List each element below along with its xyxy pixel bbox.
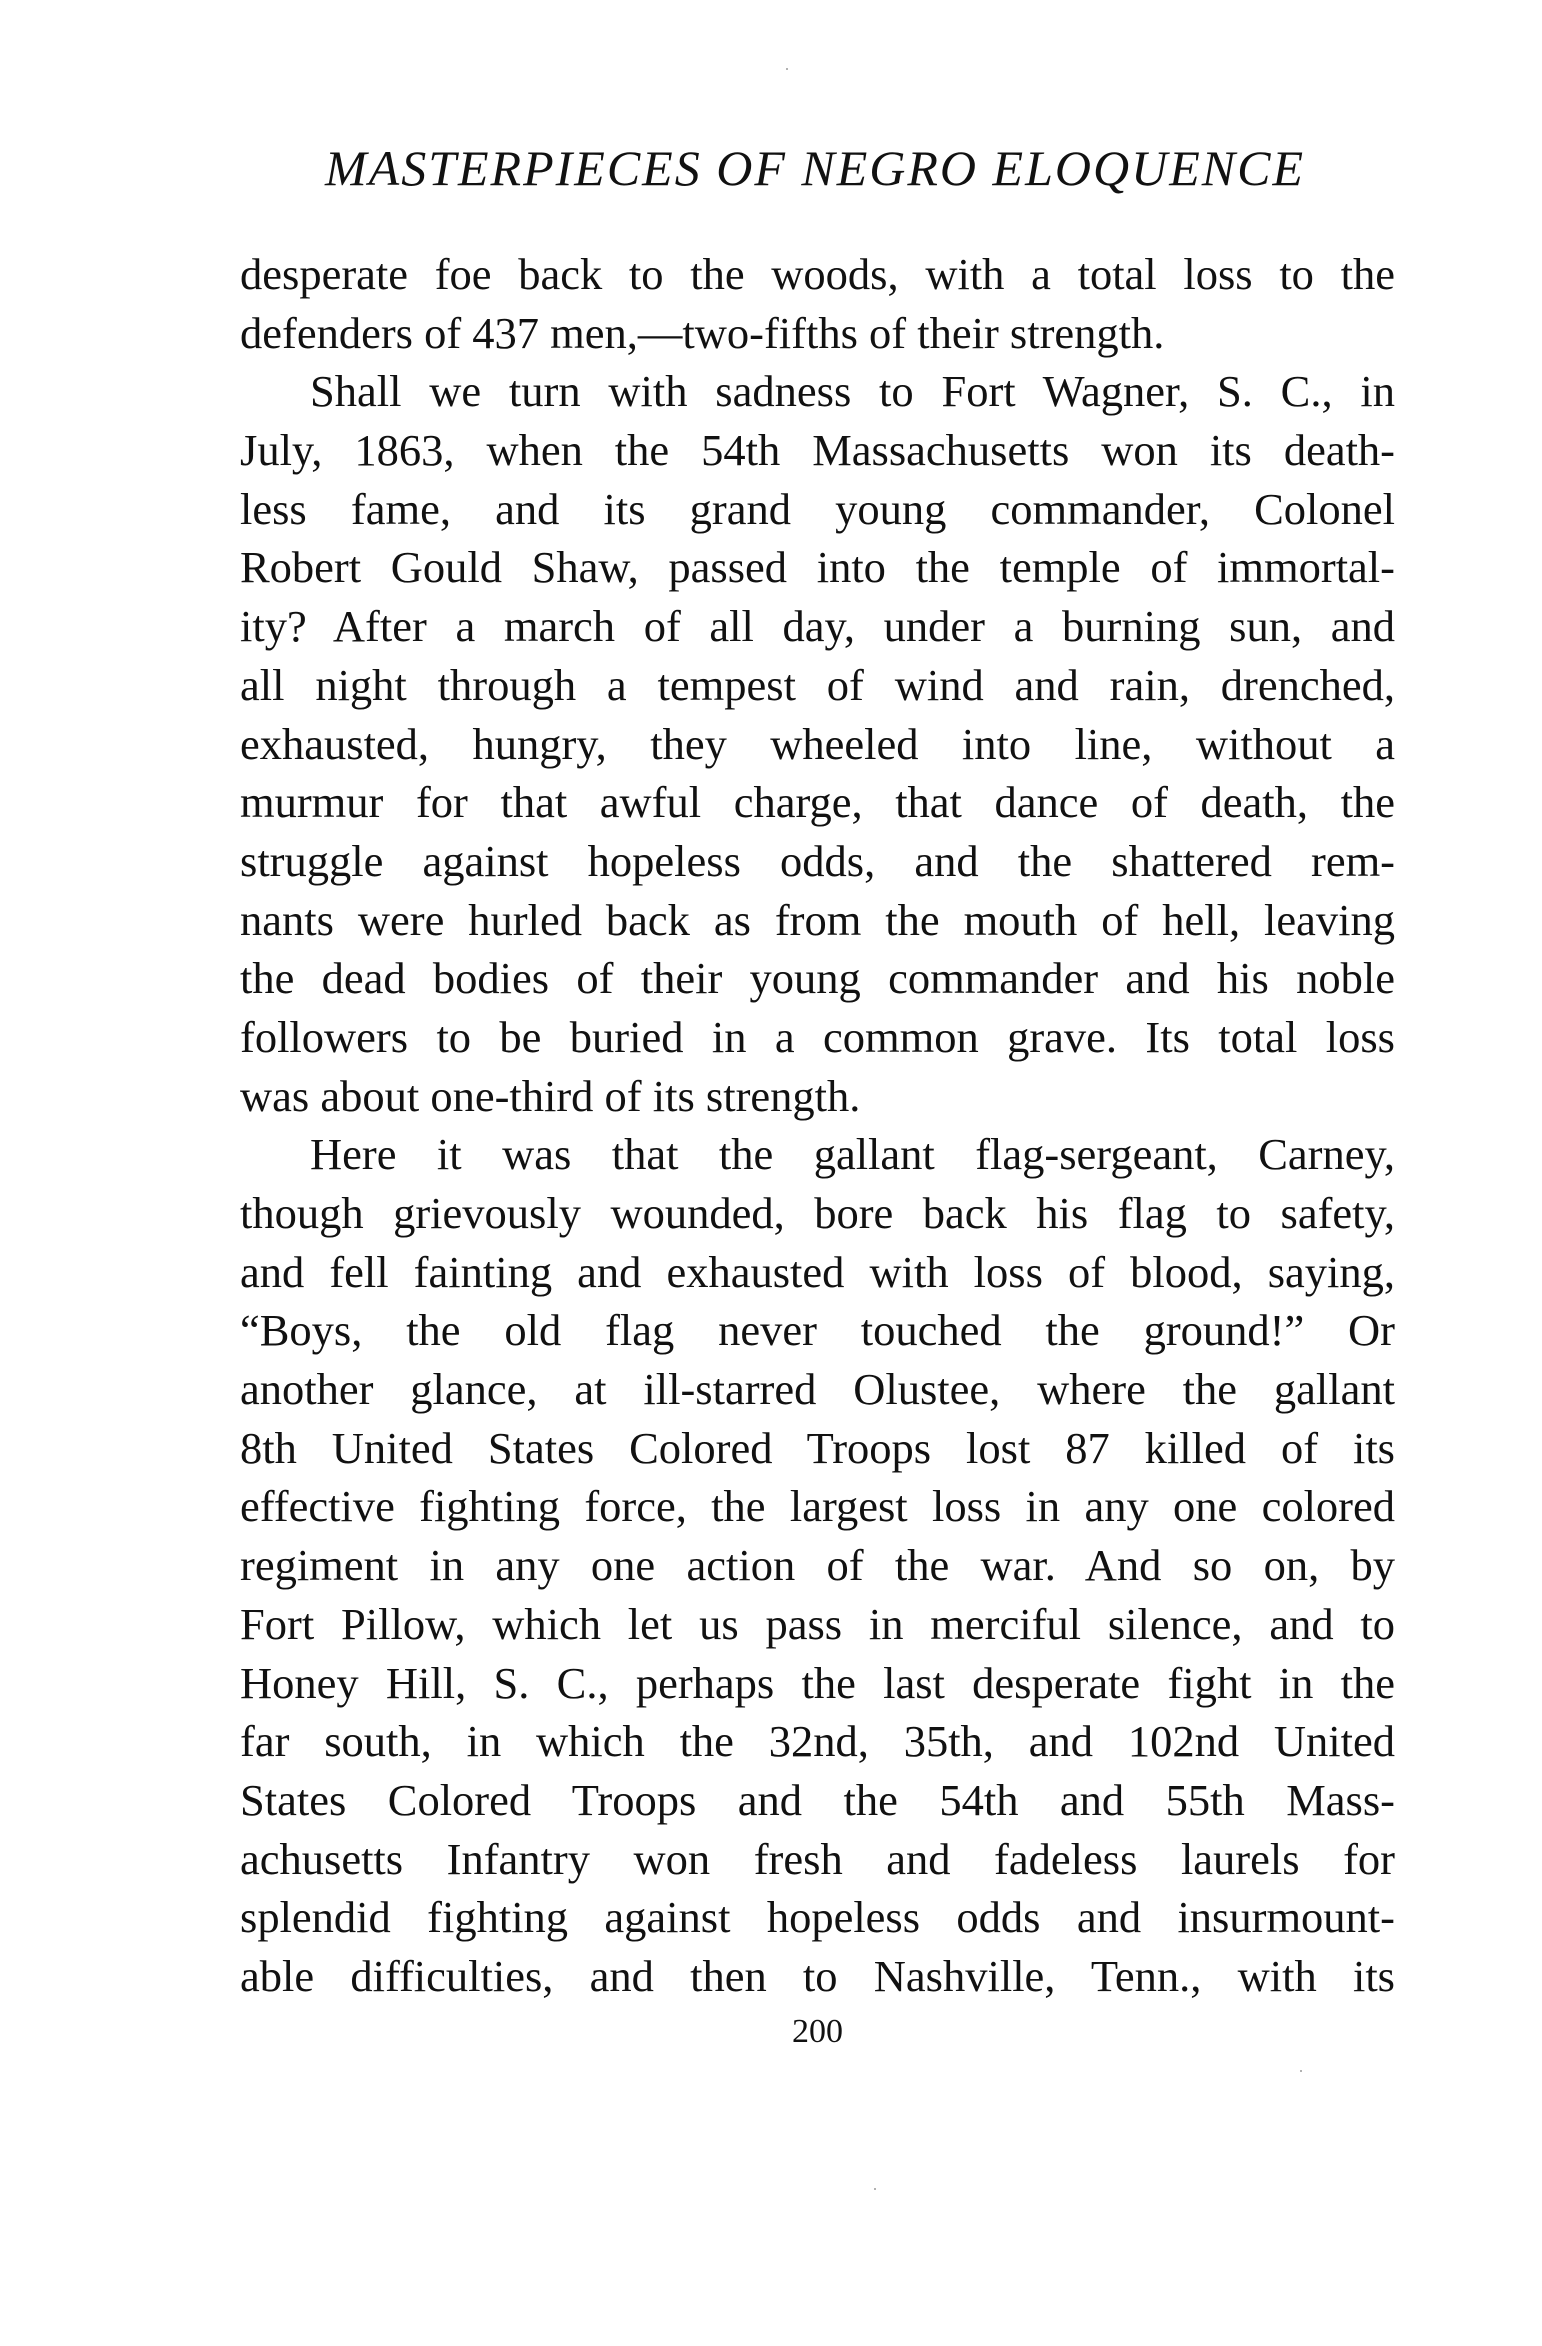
text-line: splendid fighting against hopeless odds and insurmount- [240,1892,1395,1943]
text-line: ity? After a march of all day, under a burning sun, and [240,601,1395,652]
text-line: another glance, at ill-starred Olustee, where the gallant [240,1364,1395,1415]
text-line: far south, in which the 32nd, 35th, and 102nd United [240,1716,1395,1767]
text-line: able difficulties, and then to Nashville, Tenn., with its [240,1950,1395,2001]
text-line: Robert Gould Shaw, passed into the temple of immortal- [240,542,1395,593]
paper-speck [874,2188,876,2190]
text-line: struggle against hopeless odds, and the shattered rem- [240,835,1395,886]
running-title: MASTERPIECES OF NEGRO ELOQUENCE [325,140,1305,196]
text-line: July, 1863, when the 54th Massachusetts won its death- [240,425,1395,476]
text-line: Shall we turn with sadness to Fort Wagner, S. C., in [310,366,1395,417]
text-line: regiment in any one action of the war. And so on, by [240,1540,1395,1591]
text-line: 8th United States Colored Troops lost 87 killed of its [240,1422,1395,1473]
paper-speck [786,68,788,70]
body-text [240,245,1395,2006]
text-line: defenders of 437 men,—two-fifths of their strength. [240,307,1165,358]
text-line: exhausted, hungry, they wheeled into line, without a [240,718,1395,769]
text-line: “Boys, the old flag never touched the ground!” Or [240,1305,1395,1356]
text-line: Honey Hill, S. C., perhaps the last desperate fight in the [240,1657,1395,1708]
text-line: was about one-third of its strength. [240,1070,861,1121]
text-line: the dead bodies of their young commander and his noble [240,953,1395,1004]
text-line: and fell fainting and exhausted with loss of blood, saying, [240,1246,1395,1297]
text-line: nants were hurled back as from the mouth of hell, leaving [240,894,1395,945]
page-number: 200 [792,2013,843,2050]
text-line: followers to be buried in a common grave. Its total loss [240,1011,1395,1062]
text-line: Fort Pillow, which let us pass in merciful silence, and to [240,1598,1395,1649]
text-line: desperate foe back to the woods, with a total loss to the [240,249,1395,299]
text-line: all night through a tempest of wind and rain, drenched, [240,659,1395,710]
paper-speck [1300,2070,1302,2072]
text-line: Here it was that the gallant flag-sergeant, Carney, [310,1129,1395,1180]
text-line: though grievously wounded, bore back his flag to safety, [240,1188,1395,1238]
text-line: States Colored Troops and the 54th and 55th Mass- [240,1774,1395,1825]
text-line: murmur for that awful charge, that dance of death, the [240,777,1395,828]
text-line: effective fighting force, the largest loss in any one colored [240,1481,1395,1532]
text-line: achusetts Infantry won fresh and fadeless laurels for [240,1833,1395,1884]
text-line: less fame, and its grand young commander, Colonel [240,483,1395,534]
